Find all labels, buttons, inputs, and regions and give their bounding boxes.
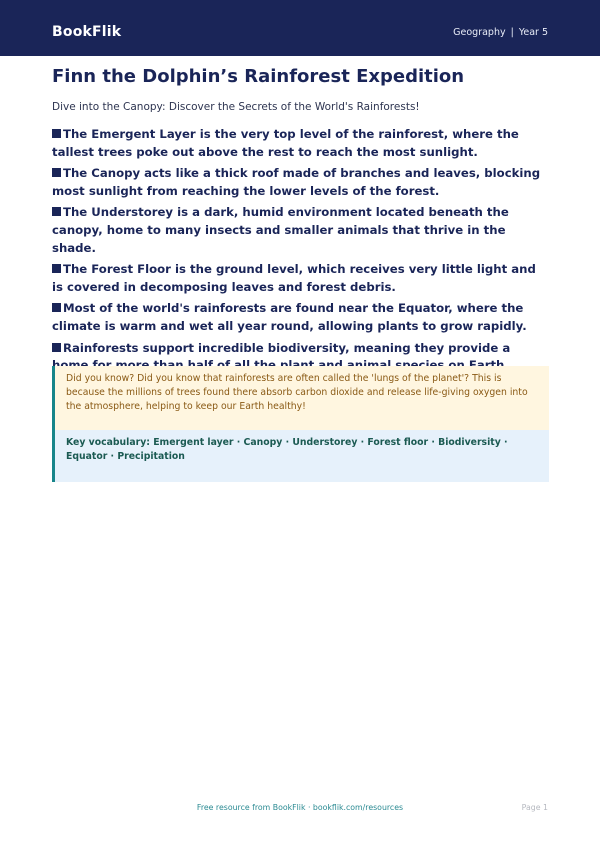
meta-separator: | (510, 27, 514, 38)
subject-label: Geography (453, 27, 506, 38)
subject-meta (453, 26, 548, 40)
square-bullet-icon (52, 264, 61, 273)
fact-item (52, 261, 549, 296)
fact-item-text: The Canopy acts like a thick roof made of branches and leaves, blocking most sunlight from reaching the lower levels of the forest. (52, 166, 541, 198)
worksheet-content (52, 64, 549, 379)
page-footer (0, 802, 600, 816)
page-subtitle: Dive into the Canopy: Discover the Secrets of the World's Rainforests! (52, 101, 420, 113)
fact-item (52, 126, 549, 161)
fact-item-text: The Understorey is a dark, humid environment located beneath the canopy, home to many insects and smaller animals that thrive in the shade. (52, 205, 509, 255)
fact-item-text: Most of the world's rainforests are found near the Equator, where the climate is warm and wet all year round, allowing plants to grow rapidly. (52, 301, 527, 333)
square-bullet-icon (52, 303, 61, 312)
key-vocabulary-text: Key vocabulary: Emergent layer · Canopy · Understorey · Forest floor · Biodiversity · Equator · Precipitation (66, 437, 508, 462)
square-bullet-icon (52, 168, 61, 177)
year-label: Year 5 (518, 27, 548, 38)
header-bar (0, 0, 600, 56)
square-bullet-icon (52, 207, 61, 216)
info-callout (52, 366, 549, 482)
fact-item-text: The Emergent Layer is the very top level of the rainforest, where the tallest trees poke out above the rest to reach the most sunlight. (52, 127, 519, 159)
fact-list (52, 126, 549, 375)
fact-item (52, 165, 549, 200)
page-number: Page 1 (521, 803, 548, 812)
fact-item (52, 300, 549, 335)
page-title: Finn the Dolphin’s Rainforest Expedition (52, 66, 465, 87)
footer-credit-link[interactable]: Free resource from BookFlik · bookflik.com/resources (196, 803, 404, 812)
did-you-know-box (55, 366, 549, 430)
brand-logo[interactable]: BookFlik (52, 24, 122, 40)
key-vocabulary-box (55, 430, 549, 482)
fact-item-text: The Forest Floor is the ground level, which receives very little light and is covered in decomposing leaves and forest debris. (52, 262, 536, 294)
fact-item-text: Rainforests support incredible biodiversity, meaning they provide a (63, 340, 511, 355)
did-you-know-text: Did you know? Did you know that rainforests are often called the 'lungs of the planet'? This is because the millions of trees found there absorb carbon dioxide and release life-giving oxygen into the atmosphere, helping to keep our Earth healthy! (66, 373, 528, 412)
square-bullet-icon (52, 129, 61, 138)
square-bullet-icon (52, 343, 61, 352)
fact-item (52, 204, 549, 257)
